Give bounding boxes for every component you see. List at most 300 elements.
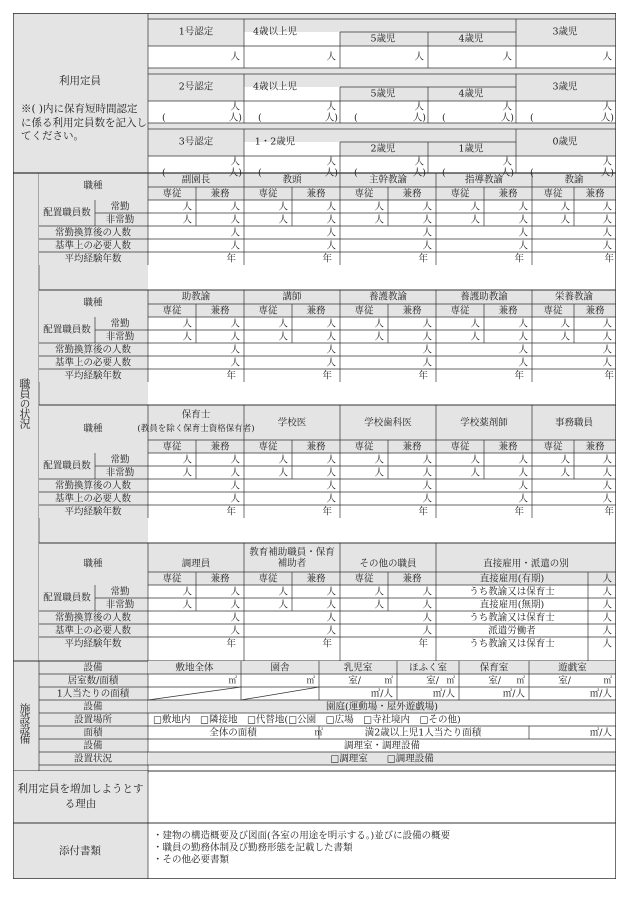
concurrent-label: 兼務 (306, 440, 326, 452)
job-name: 学校歯科医 (364, 417, 412, 429)
equipment-label: 設備 (83, 700, 103, 712)
unit-person: 人 (278, 585, 288, 597)
application-form (13, 13, 616, 879)
capacity-unit: 人 (602, 101, 612, 113)
unit-person: 人 (422, 343, 432, 355)
job-name: その他の職員 (359, 558, 417, 570)
part-time-label: 非常勤 (105, 466, 135, 478)
unit-person: 人 (326, 213, 336, 225)
assigned-label: 配置職員数 (43, 592, 91, 604)
employment-row: うち教諭又は保育士 (469, 611, 555, 623)
unit-year: 年 (226, 252, 236, 264)
sqm-unit: ㎡ (314, 727, 323, 738)
job-name: 教頭 (282, 174, 302, 186)
grid-line (148, 687, 241, 700)
room-name: 保育室 (479, 661, 509, 673)
unit-person: 人 (422, 330, 432, 342)
unit-person: 人 (230, 624, 240, 636)
unit-person: 人 (278, 598, 288, 610)
per-person-unit: ㎡/人 (432, 687, 455, 699)
concurrent-label: 兼務 (306, 187, 326, 199)
paren-close: 人) (500, 112, 514, 124)
unit-person: 人 (278, 317, 288, 329)
room-unit: 室/ (348, 674, 361, 686)
fte-label: 常勤換算後の人数 (54, 611, 132, 623)
unit-year: 年 (514, 505, 524, 517)
attachment-item: ・その他必要書類 (153, 854, 230, 866)
age-label: 1・2歳児 (254, 136, 296, 148)
unit-person: 人 (326, 200, 336, 212)
sqm-unit: ㎡ (516, 675, 525, 686)
unit-person: 人 (278, 200, 288, 212)
concurrent-label: 兼務 (402, 572, 422, 584)
unit-person: 人 (518, 492, 528, 504)
unit-person: 人 (602, 637, 612, 649)
unit-person: 人 (326, 466, 336, 478)
capacity-unit: 人 (414, 156, 424, 168)
unit-person: 人 (518, 330, 528, 342)
age-label: 5歳児 (370, 88, 396, 100)
unit-person: 人 (560, 330, 570, 342)
unit-person: 人 (230, 479, 240, 491)
unit-person: 人 (422, 226, 432, 238)
unit-year: 年 (604, 369, 614, 381)
dedicated-label: 専従 (543, 440, 563, 452)
unit-person: 人 (326, 226, 336, 238)
unit-person: 人 (326, 356, 336, 368)
unit-year: 年 (418, 505, 428, 517)
capacity-note: ※( )内に保育短時間認定に係る利用定員数を記入してください。 (21, 103, 147, 143)
unit-person: 人 (374, 466, 384, 478)
dedicated-label: 専従 (258, 572, 278, 584)
unit-person: 人 (422, 611, 432, 623)
job-name: 副園長 (181, 174, 211, 186)
dedicated-label: 専従 (162, 572, 182, 584)
concurrent-label: 兼務 (210, 572, 230, 584)
unit-person: 人 (602, 624, 612, 636)
unit-person: 人 (518, 226, 528, 238)
capacity-top-strip (148, 13, 616, 19)
paren-close: 人) (600, 167, 614, 179)
unit-person: 人 (518, 200, 528, 212)
paren-open: ( (530, 112, 534, 124)
sqm-unit: ㎡ (306, 675, 315, 686)
unit-person: 人 (230, 226, 240, 238)
unit-person: 人 (230, 330, 240, 342)
dedicated-label: 専従 (258, 440, 278, 452)
employment-row: 直接雇用(有期) (479, 572, 545, 584)
unit-person: 人 (560, 213, 570, 225)
unit-person: 人 (326, 479, 336, 491)
avg-years-label: 平均経験年数 (64, 505, 122, 517)
unit-person: 人 (326, 598, 336, 610)
unit-year: 年 (418, 637, 428, 649)
job-name: 学校薬剤師 (460, 417, 508, 429)
employment-heading: 直接雇用・派遣の別 (483, 558, 569, 570)
unit-person: 人 (422, 492, 432, 504)
concurrent-label: 兼務 (210, 187, 230, 199)
paren-close: 人) (412, 167, 426, 179)
capacity-unit: 人 (326, 101, 336, 113)
unit-person: 人 (326, 317, 336, 329)
equipment-label: 設備 (83, 661, 103, 673)
unit-person: 人 (182, 585, 192, 597)
over2-area-label: 満2歳以上児1人当たり面積 (364, 726, 482, 738)
unit-person: 人 (518, 317, 528, 329)
capacity-heading: 利用定員 (59, 74, 101, 87)
unit-person: 人 (230, 466, 240, 478)
unit-person: 人 (326, 624, 336, 636)
sqm-unit: ㎡ (384, 675, 393, 686)
age-label: 4歳以上児 (252, 26, 298, 38)
unit-person: 人 (230, 492, 240, 504)
unit-person: 人 (230, 356, 240, 368)
kitchen-label: 調理室・調理設備 (343, 739, 421, 751)
capacity-unit: 人 (414, 101, 424, 113)
unit-person: 人 (422, 200, 432, 212)
unit-person: 人 (326, 585, 336, 597)
capacity-unit: 人 (602, 51, 612, 63)
room-unit: 室/ (558, 674, 571, 686)
unit-person: 人 (602, 356, 612, 368)
unit-person: 人 (278, 213, 288, 225)
capacity-unit: 人 (326, 156, 336, 168)
employment-row: うち教諭又は保育士 (469, 637, 555, 649)
unit-person: 人 (422, 479, 432, 491)
unit-person: 人 (602, 317, 612, 329)
age-label: 0歳児 (552, 136, 578, 148)
capacity-unit: 人 (230, 156, 240, 168)
unit-year: 年 (604, 252, 614, 264)
room-unit: 室/ (426, 674, 439, 686)
dedicated-label: 専従 (354, 440, 374, 452)
install-status-label: 設置状況 (73, 752, 113, 764)
unit-person: 人 (560, 317, 570, 329)
unit-person: 人 (602, 492, 612, 504)
unit-person: 人 (518, 453, 528, 465)
unit-year: 年 (514, 369, 524, 381)
unit-year: 年 (226, 505, 236, 517)
unit-year: 年 (322, 369, 332, 381)
employment-row: 直接雇用(無期) (479, 598, 545, 610)
unit-person: 人 (602, 330, 612, 342)
capacity-unit: 人 (230, 51, 240, 63)
job-name: 養護教諭 (368, 291, 408, 303)
equipment-label: 設備 (83, 739, 103, 751)
fte-label: 常勤換算後の人数 (54, 226, 132, 238)
assigned-label: 配置職員数 (43, 207, 91, 219)
unit-person: 人 (182, 598, 192, 610)
reason-label: 利用定員を増加しようとする理由 (17, 783, 144, 810)
paren-close: 人) (600, 112, 614, 124)
location-options: □敷地内 □隣接地 □代替地(□公園 □広場 □寺社境内 □その他) (153, 713, 461, 725)
unit-year: 年 (418, 369, 428, 381)
unit-person: 人 (230, 611, 240, 623)
paren-close: 人) (324, 112, 338, 124)
unit-person: 人 (326, 492, 336, 504)
attachment-item: ・建物の構造概要及び図面(各室の用途を明示する。)並びに設備の概要 (153, 830, 451, 842)
paren-open: ( (354, 167, 358, 179)
unit-person: 人 (422, 356, 432, 368)
concurrent-label: 兼務 (306, 304, 326, 316)
unit-person: 人 (230, 239, 240, 251)
job-name: 講師 (282, 291, 302, 303)
unit-person: 人 (470, 200, 480, 212)
unit-year: 年 (322, 252, 332, 264)
capacity-unit: 人 (326, 51, 336, 63)
age-label: 2歳児 (370, 143, 396, 155)
unit-person: 人 (374, 200, 384, 212)
room-name: 敷地全体 (175, 661, 214, 673)
dedicated-label: 専従 (354, 187, 374, 199)
job-type-label: 職種 (83, 558, 103, 570)
unit-year: 年 (322, 505, 332, 517)
unit-person: 人 (602, 213, 612, 225)
assigned-label: 配置職員数 (43, 324, 91, 336)
room-name: ほふく室 (408, 661, 448, 673)
unit-person: 人 (560, 200, 570, 212)
per-person-unit: ㎡/人 (502, 687, 525, 699)
dedicated-label: 専従 (258, 304, 278, 316)
unit-year: 年 (514, 252, 524, 264)
unit-person: 人 (230, 598, 240, 610)
unit-person: 人 (374, 317, 384, 329)
required-label: 基準上の必要人数 (54, 356, 132, 368)
capacity-unit: 人 (502, 101, 512, 113)
yard-label: 園庭(運動場・屋外遊戯場) (326, 700, 438, 712)
fte-label: 常勤換算後の人数 (54, 343, 132, 355)
kitchen-options: □調理室 □調理設備 (330, 752, 434, 764)
employment-row: うち教諭又は保育士 (469, 585, 555, 597)
unit-person: 人 (374, 585, 384, 597)
cell-shade (148, 68, 616, 74)
job-name: 主幹教諭 (368, 174, 408, 186)
unit-person: 人 (560, 466, 570, 478)
job-name: 指導教諭 (464, 174, 504, 186)
unit-person: 人 (374, 453, 384, 465)
unit-person: 人 (230, 317, 240, 329)
job-type-label: 職種 (83, 180, 103, 192)
unit-year: 年 (604, 505, 614, 517)
room-name: 園舎 (270, 661, 290, 673)
age-label: 5歳児 (370, 33, 396, 45)
total-area-label: 全体の面積 (209, 726, 257, 738)
full-time-label: 常勤 (110, 585, 130, 597)
cert-label: 1号認定 (178, 26, 214, 38)
part-time-label: 非常勤 (105, 598, 135, 610)
part-time-label: 非常勤 (105, 330, 135, 342)
unit-person: 人 (422, 624, 432, 636)
avg-years-label: 平均経験年数 (64, 252, 122, 264)
unit-person: 人 (518, 466, 528, 478)
concurrent-label: 兼務 (402, 440, 422, 452)
unit-person: 人 (230, 585, 240, 597)
age-label: 1歳児 (458, 143, 484, 155)
paren-open: ( (162, 167, 166, 179)
concurrent-label: 兼務 (585, 187, 605, 199)
room-area-label: 居室数/面積 (67, 674, 119, 686)
job-type-label: 職種 (83, 297, 103, 309)
assigned-label: 配置職員数 (43, 460, 91, 472)
unit-person: 人 (326, 453, 336, 465)
dedicated-label: 専従 (162, 187, 182, 199)
paren-open: ( (442, 112, 446, 124)
unit-person: 人 (278, 330, 288, 342)
age-label: 4歳児 (458, 88, 484, 100)
concurrent-label: 兼務 (210, 440, 230, 452)
age-label: 4歳児 (458, 33, 484, 45)
dedicated-label: 専従 (354, 572, 374, 584)
job-type-label: 職種 (83, 422, 103, 434)
paren-close: 人) (324, 167, 338, 179)
unit-person: 人 (278, 453, 288, 465)
unit-person: 人 (422, 585, 432, 597)
age-label: 3歳児 (552, 26, 578, 38)
unit-person: 人 (602, 611, 612, 623)
required-label: 基準上の必要人数 (54, 492, 132, 504)
concurrent-label: 兼務 (498, 304, 518, 316)
concurrent-label: 兼務 (498, 440, 518, 452)
sqm-unit: ㎡ (603, 675, 612, 686)
unit-person: 人 (518, 479, 528, 491)
unit-person: 人 (518, 356, 528, 368)
unit-person: 人 (326, 611, 336, 623)
room-unit: 室/ (488, 674, 501, 686)
unit-person: 人 (230, 343, 240, 355)
age-label: 4歳以上児 (252, 81, 298, 93)
unit-person: 人 (602, 200, 612, 212)
unit-person: 人 (230, 453, 240, 465)
full-time-label: 常勤 (110, 200, 130, 212)
capacity-unit: 人 (502, 51, 512, 63)
unit-person: 人 (182, 453, 192, 465)
concurrent-label: 兼務 (585, 304, 605, 316)
room-name: 乳児室 (343, 661, 373, 673)
unit-person: 人 (602, 572, 612, 584)
unit-person: 人 (230, 213, 240, 225)
required-label: 基準上の必要人数 (54, 239, 132, 251)
unit-person: 人 (470, 317, 480, 329)
per-person-label: 1人当たりの面積 (56, 687, 130, 699)
concurrent-label: 兼務 (498, 187, 518, 199)
unit-person: 人 (422, 239, 432, 251)
job-note: (教員を除く保育士資格保有者) (137, 423, 255, 434)
unit-person: 人 (602, 598, 612, 610)
fte-label: 常勤換算後の人数 (54, 479, 132, 491)
concurrent-label: 兼務 (210, 304, 230, 316)
unit-person: 人 (182, 213, 192, 225)
paren-open: ( (354, 112, 358, 124)
grid-line (241, 687, 319, 700)
employment-row: 派遣労働者 (488, 624, 536, 636)
full-time-label: 常勤 (110, 317, 130, 329)
dedicated-label: 専従 (450, 187, 470, 199)
unit-person: 人 (602, 226, 612, 238)
unit-person: 人 (470, 213, 480, 225)
age-label: 3歳児 (552, 81, 578, 93)
sqm-unit: ㎡ (446, 675, 455, 686)
unit-year: 年 (226, 369, 236, 381)
concurrent-label: 兼務 (585, 440, 605, 452)
unit-person: 人 (602, 585, 612, 597)
unit-person: 人 (518, 213, 528, 225)
concurrent-label: 兼務 (402, 187, 422, 199)
unit-year: 年 (418, 252, 428, 264)
job-name: 教諭 (564, 174, 584, 186)
cert-label: 2号認定 (178, 81, 214, 93)
unit-person: 人 (602, 239, 612, 251)
dedicated-label: 専従 (450, 440, 470, 452)
dedicated-label: 専従 (543, 187, 563, 199)
unit-person: 人 (374, 213, 384, 225)
unit-person: 人 (326, 239, 336, 251)
unit-person: 人 (182, 330, 192, 342)
unit-person: 人 (470, 330, 480, 342)
unit-year: 年 (226, 637, 236, 649)
dedicated-label: 専従 (450, 304, 470, 316)
room-name: 遊戯室 (558, 661, 587, 673)
unit-person: 人 (422, 213, 432, 225)
unit-person: 人 (470, 453, 480, 465)
unit-person: 人 (602, 479, 612, 491)
unit-person: 人 (518, 343, 528, 355)
unit-person: 人 (602, 466, 612, 478)
unit-person: 人 (518, 239, 528, 251)
dedicated-label: 専従 (162, 440, 182, 452)
job-name: 事務職員 (554, 417, 594, 429)
unit-person: 人 (374, 330, 384, 342)
paren-open: ( (258, 167, 262, 179)
avg-years-label: 平均経験年数 (64, 637, 122, 649)
unit-person: 人 (326, 343, 336, 355)
dedicated-label: 専従 (354, 304, 374, 316)
paren-open: ( (530, 167, 534, 179)
job-name: 保育士 (181, 409, 211, 421)
unit-person: 人 (422, 598, 432, 610)
concurrent-label: 兼務 (306, 572, 326, 584)
unit-person: 人 (182, 200, 192, 212)
unit-person: 人 (182, 466, 192, 478)
capacity-unit: 人 (230, 101, 240, 113)
part-time-label: 非常勤 (105, 213, 135, 225)
job-name: 栄養教諭 (554, 291, 594, 303)
location-label: 設置場所 (73, 713, 113, 725)
unit-person: 人 (374, 598, 384, 610)
dedicated-label: 専従 (162, 304, 182, 316)
paren-close: 人) (228, 167, 242, 179)
required-label: 基準上の必要人数 (54, 624, 132, 636)
cell-shade (148, 661, 616, 674)
unit-person: 人 (422, 466, 432, 478)
unit-person: 人 (326, 330, 336, 342)
dedicated-label: 専従 (258, 187, 278, 199)
job-name: 助教諭 (181, 291, 211, 303)
attachment-item: ・職員の勤務体制及び勤務形態を記載した書類 (153, 842, 353, 854)
job-name: 学校医 (277, 417, 307, 429)
capacity-unit: 人 (502, 156, 512, 168)
cert-label: 3号認定 (178, 136, 214, 148)
paren-close: 人) (228, 112, 242, 124)
facility-section-label: 施設設備 (18, 703, 31, 743)
job-name: 養護助教諭 (460, 291, 508, 303)
unit-person: 人 (470, 466, 480, 478)
per-person-unit: ㎡/人 (589, 687, 612, 699)
per-person-unit: ㎡/人 (589, 726, 612, 738)
paren-open: ( (258, 112, 262, 124)
unit-person: 人 (602, 453, 612, 465)
concurrent-label: 兼務 (402, 304, 422, 316)
capacity-unit: 人 (414, 51, 424, 63)
